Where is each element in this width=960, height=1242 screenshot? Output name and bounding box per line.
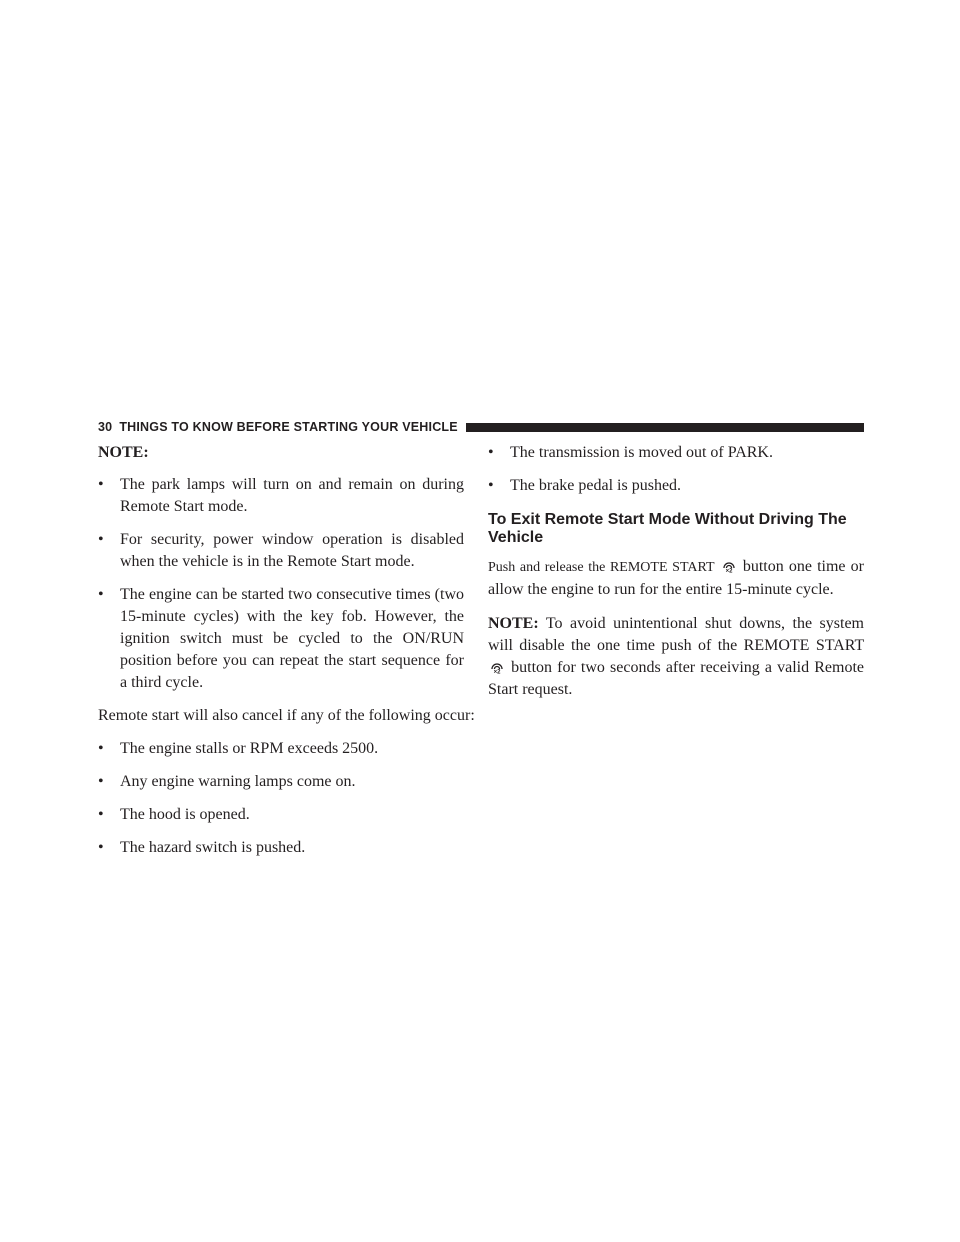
list-item-text: For security, power window operation is disabled when the vehicle is in the Remote Start mode.: [120, 531, 464, 570]
header-rule: [466, 423, 864, 432]
paragraph-text: Push and release the REMOTE START: [488, 560, 715, 575]
note-label: NOTE:: [488, 615, 539, 632]
list-item: [98, 529, 464, 573]
bullet: •: [98, 773, 104, 790]
bullet: •: [488, 477, 494, 494]
bullet: •: [98, 740, 104, 757]
list-item-text: Any engine warning lamps come on.: [120, 773, 356, 790]
list-item: [488, 475, 864, 497]
list-item-text: The park lamps will turn on and remain on during Remote Start mode.: [120, 476, 464, 515]
paragraph-text: To avoid unintentional shut downs, the system will disable the one time push of the REMOTE START: [488, 615, 864, 654]
list-item-text: The hood is opened.: [120, 806, 250, 823]
cancel-bullet-list-continued: [488, 442, 864, 497]
exit-instructions: [488, 556, 864, 601]
bullet: •: [98, 839, 104, 856]
bullet: •: [488, 444, 494, 461]
bullet: •: [98, 586, 104, 603]
svg-text:×2: ×2: [493, 669, 501, 674]
list-item-text: The engine stalls or RPM exceeds 2500.: [120, 740, 379, 757]
cancel-bullet-list: [98, 738, 464, 859]
paragraph-text: button one time or allow the engine to run for the entire 15-minute cycle.: [488, 558, 864, 598]
svg-text:×2: ×2: [725, 568, 733, 573]
list-item-text: The transmission is moved out of PARK.: [510, 444, 773, 461]
note-bullet-list: [98, 474, 464, 694]
remote-start-icon: [490, 660, 504, 674]
list-item-text: The engine can be started two consecutive times (two 15-minute cycles) with the key fob. However, the ignition switch must be cycled to the ON/RUN position before you can repeat the start sequence for a third cycle.: [120, 586, 464, 691]
exit-note: [488, 613, 864, 701]
bullet: •: [98, 806, 104, 823]
paragraph-text: button for two seconds after receiving a valid Remote Start request.: [488, 659, 865, 698]
list-item: [98, 738, 464, 760]
list-item: [98, 837, 464, 859]
remote-start-icon: [722, 559, 736, 573]
list-item-text: The brake pedal is pushed.: [510, 477, 682, 494]
left-column: [98, 442, 475, 870]
list-item-text: The hazard switch is pushed.: [120, 839, 306, 856]
bullet: •: [98, 476, 104, 493]
page-number: 30: [98, 420, 113, 434]
cancel-intro: Remote start will also cancel if any of the following occur:: [98, 707, 475, 724]
list-item: [98, 771, 464, 793]
note-label: NOTE:: [98, 444, 149, 461]
list-item: [98, 804, 464, 826]
right-column: [488, 442, 864, 713]
list-item: [98, 474, 464, 518]
list-item: [98, 584, 464, 694]
list-item: [488, 442, 864, 464]
section-title: THINGS TO KNOW BEFORE STARTING YOUR VEHICLE: [119, 420, 458, 434]
section-heading: To Exit Remote Start Mode Without Driving The Vehicle: [488, 511, 847, 546]
bullet: •: [98, 531, 104, 548]
page-header: [98, 418, 864, 436]
